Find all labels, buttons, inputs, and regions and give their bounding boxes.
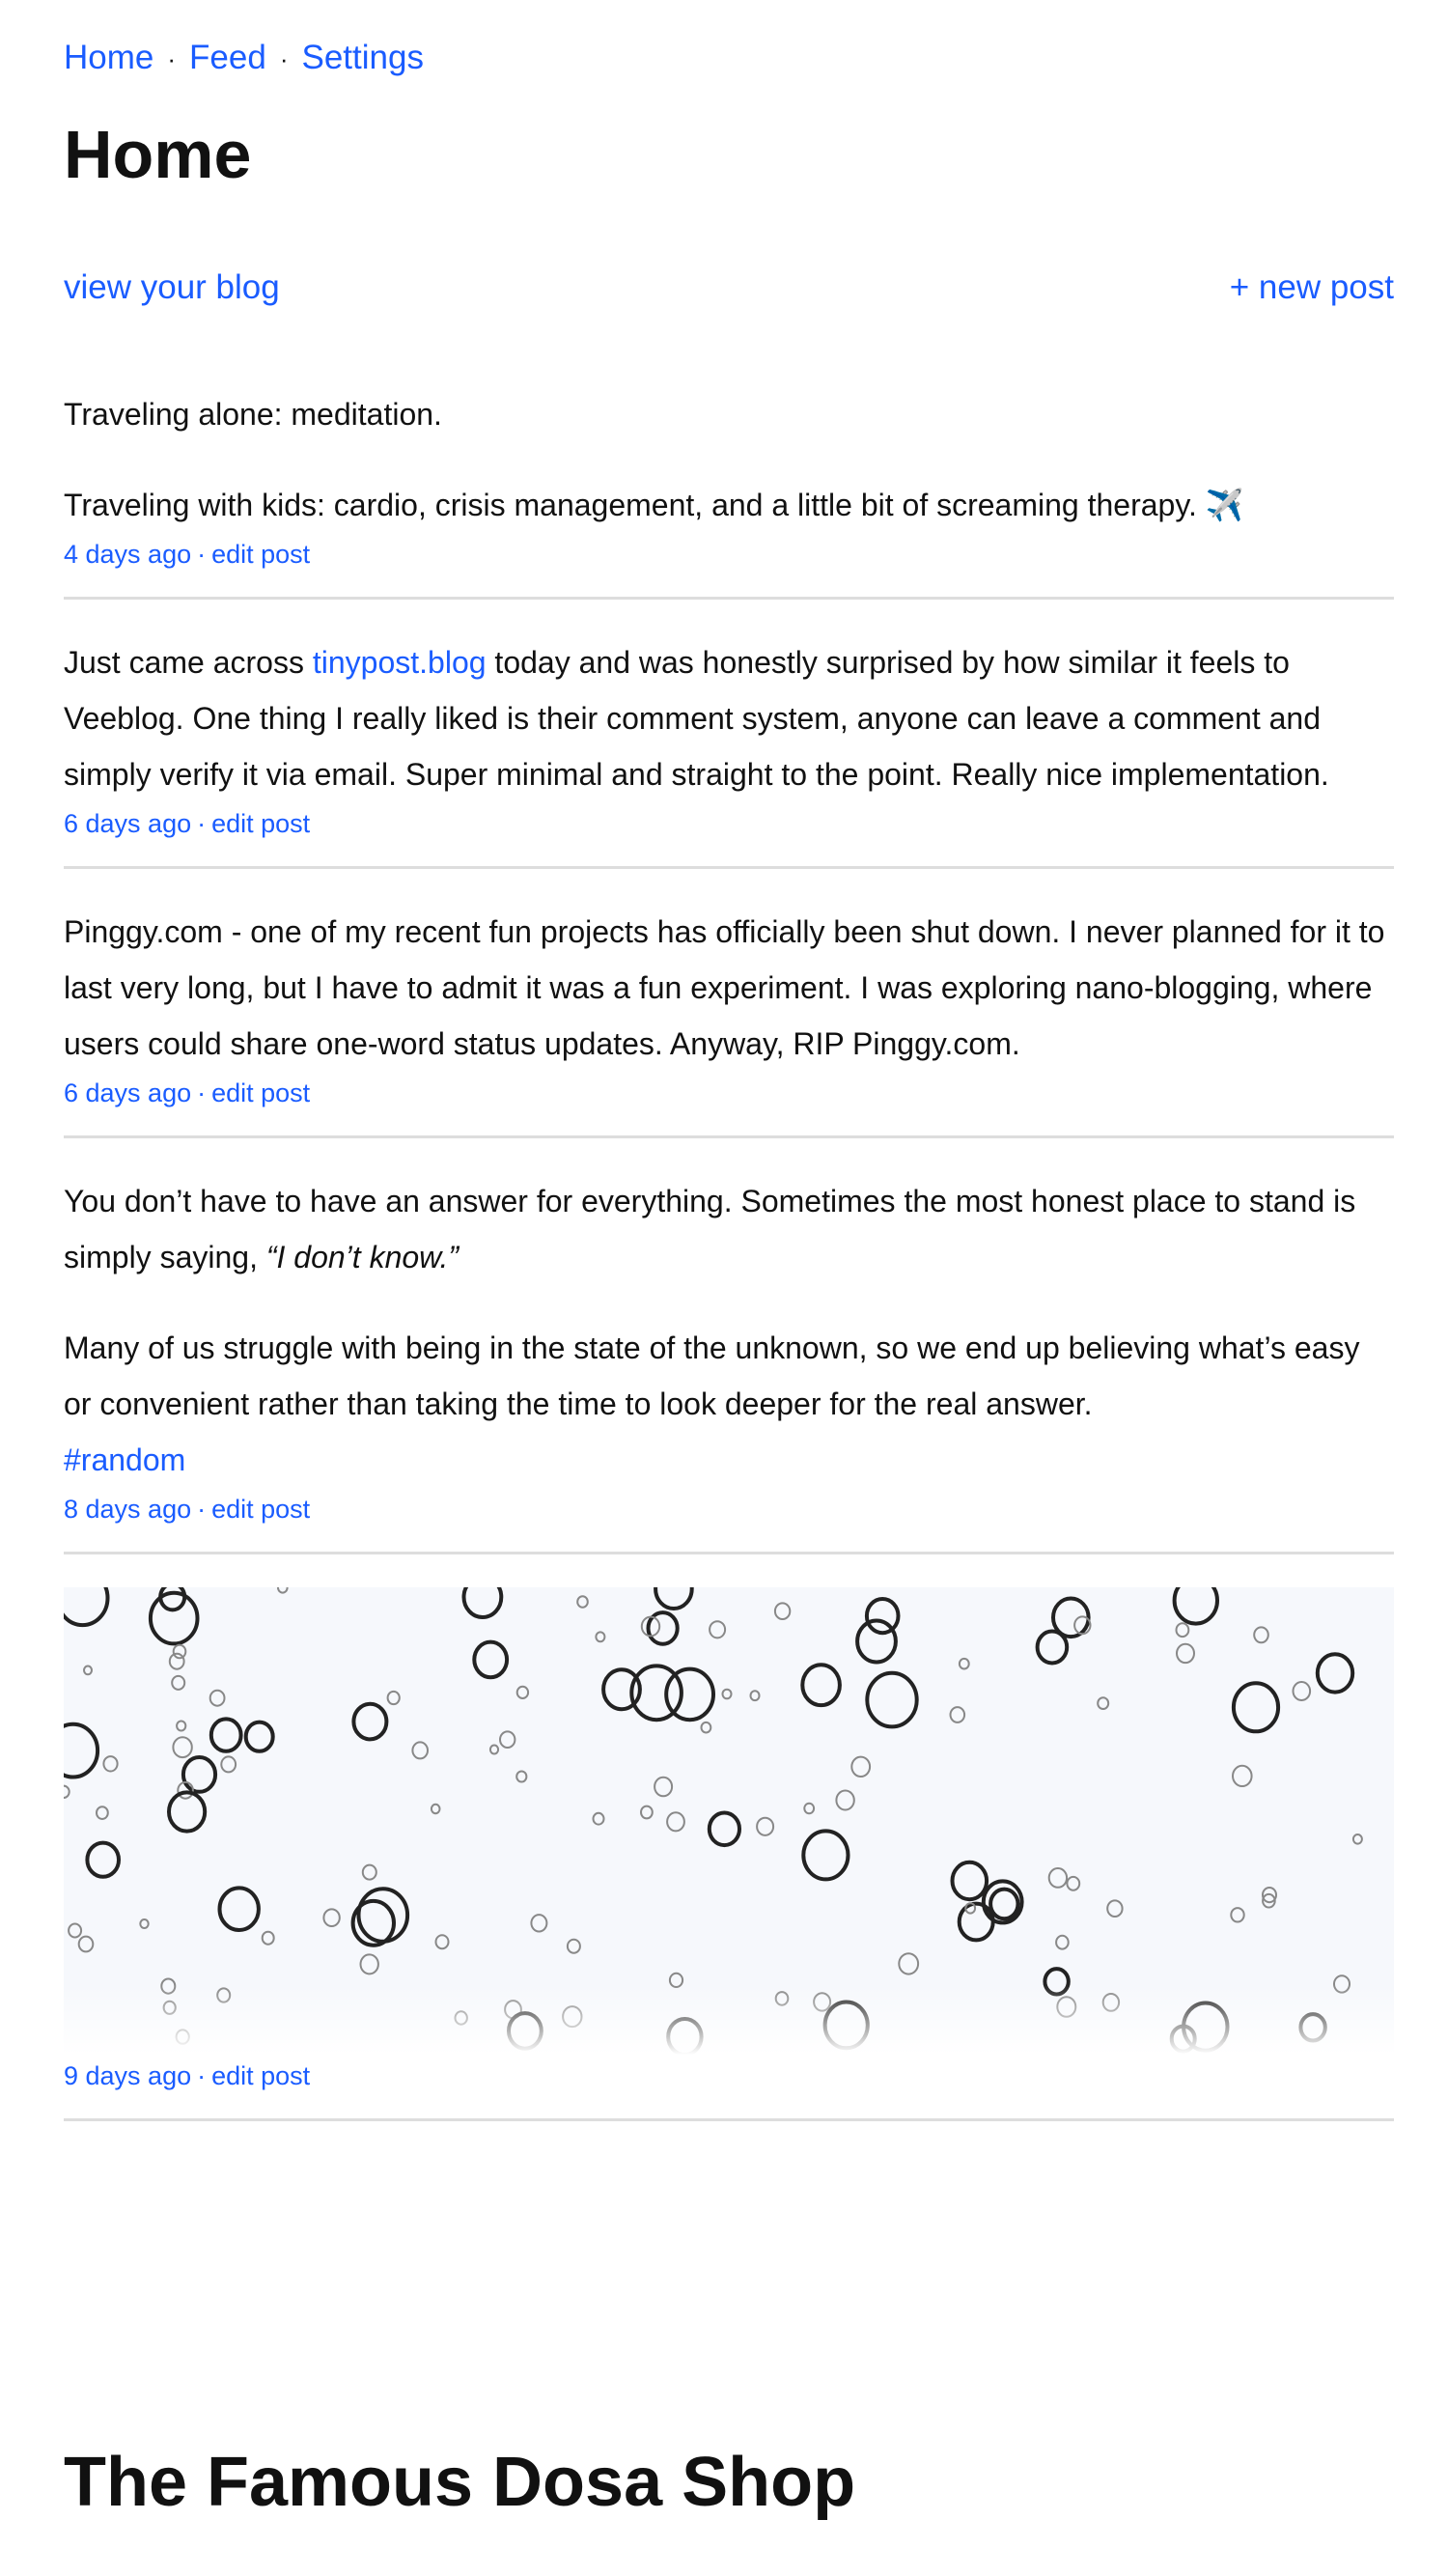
nav-feed[interactable]: Feed — [189, 39, 266, 76]
post — [64, 634, 1394, 843]
meta-separator: · — [197, 540, 207, 569]
meta-separator: · — [197, 1495, 207, 1524]
post — [64, 1587, 1394, 2095]
nav-separator: · — [167, 44, 177, 74]
post-text: Pinggy.com - one of my recent fun projects has officially been shut down. I never planned for it to last very long, but I have to admit it was a fun experiment. I was exploring nano-blogging, where users could share one-word status updates. Anyway, RIP Pinggy.com. — [64, 914, 1385, 1061]
text-segment: Just came across — [64, 645, 313, 680]
post-divider — [64, 597, 1394, 600]
page-title: Home — [64, 117, 252, 192]
post-list — [64, 386, 1394, 2156]
post-divider — [64, 2118, 1394, 2121]
post-divider — [64, 1135, 1394, 1138]
post — [64, 386, 1394, 574]
post-time-link[interactable]: 9 days ago — [64, 2061, 192, 2090]
post-meta — [64, 2057, 1394, 2095]
post — [64, 1173, 1394, 1528]
text-segment: today and was honestly surprised by how similar it feels to Veeblog. One thing I really liked is their comment system, anyone can leave a comment and simply verify it via email. Super minimal and straight to the point. Really nice implementation. — [64, 645, 1329, 792]
text-segment: You don’t have to have an answer for everything. Sometimes the most honest place to stand is simply saying, — [64, 1184, 1356, 1274]
nav-settings[interactable]: Settings — [301, 39, 424, 76]
edit-post-link[interactable]: edit post — [211, 540, 311, 569]
tag-link[interactable]: #random — [64, 1442, 186, 1477]
edit-post-link[interactable]: edit post — [211, 1495, 311, 1524]
edit-post-link[interactable]: edit post — [211, 2061, 311, 2090]
post-time-link[interactable]: 4 days ago — [64, 540, 192, 569]
view-blog-link[interactable]: view your blog — [64, 268, 280, 306]
post-text — [64, 634, 1394, 802]
meta-separator: · — [197, 809, 207, 838]
quote: “I don’t know.” — [265, 1240, 459, 1274]
actions-bar — [64, 268, 1394, 307]
post-text — [64, 1173, 1394, 1285]
post-time-link[interactable]: 6 days ago — [64, 1078, 192, 1107]
post-text — [64, 1320, 1394, 1488]
meta-separator: · — [197, 2061, 207, 2090]
edit-post-link[interactable]: edit post — [211, 809, 311, 838]
post — [64, 904, 1394, 1112]
post-divider — [64, 1552, 1394, 1554]
post-time-link[interactable]: 8 days ago — [64, 1495, 192, 1524]
new-post-link[interactable]: + new post — [1229, 268, 1394, 306]
post-text: Traveling alone: meditation. — [64, 397, 442, 432]
post-meta — [64, 804, 1394, 843]
post-meta — [64, 1074, 1394, 1112]
meta-separator: · — [197, 1078, 207, 1107]
section-heading: The Famous Dosa Shop — [64, 2444, 856, 2521]
nav-separator: · — [279, 44, 289, 74]
edit-post-link[interactable]: edit post — [211, 1078, 311, 1107]
post-meta — [64, 535, 1394, 574]
water-droplets-image — [64, 1587, 1394, 2055]
text-segment: Many of us struggle with being in the state of the unknown, so we end up believing what’s easy or convenient rather than taking the time to look deeper for the real answer. — [64, 1330, 1360, 1421]
post-divider — [64, 866, 1394, 869]
nav-home[interactable]: Home — [64, 39, 154, 76]
post-text: Traveling with kids: cardio, crisis management, and a little bit of screaming therapy. ✈️ — [64, 488, 1244, 522]
post-time-link[interactable]: 6 days ago — [64, 809, 192, 838]
top-nav — [64, 39, 424, 77]
tinypost-link[interactable]: tinypost.blog — [312, 645, 487, 680]
post-meta — [64, 1490, 1394, 1528]
